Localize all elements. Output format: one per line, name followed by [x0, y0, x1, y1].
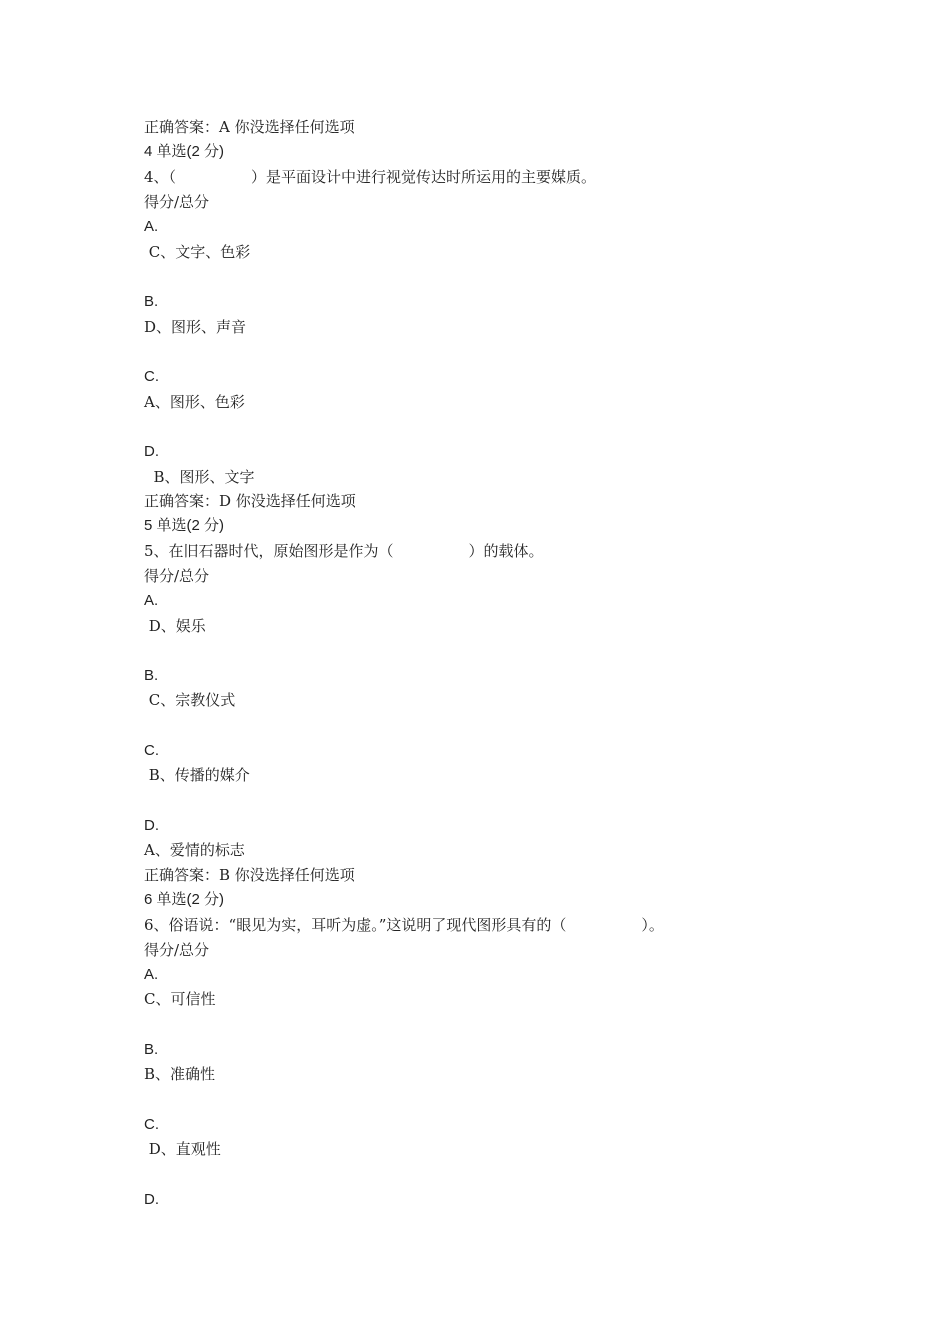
option-letter-b[interactable]: B. — [144, 1041, 159, 1058]
answer-line: 正确答案：D 你没选择任何选项 — [144, 492, 356, 510]
option-letter-b[interactable]: B. — [144, 293, 159, 310]
option-text-a[interactable]: C、文字、色彩 — [144, 243, 251, 261]
question-header: 4 单选(2 分) — [144, 143, 225, 160]
option-letter-d[interactable]: D. — [144, 443, 159, 460]
option-letter-a[interactable]: A. — [144, 218, 159, 235]
answer-line: 正确答案：A 你没选择任何选项 — [144, 118, 355, 136]
score-label: 得分/总分 — [144, 941, 210, 959]
option-text-b[interactable]: B、准确性 — [144, 1065, 216, 1083]
option-letter-c[interactable]: C. — [144, 1116, 159, 1133]
question-header: 5 单选(2 分) — [144, 517, 225, 534]
question-prompt: 4、（ ）是平面设计中进行视觉传达时所运用的主要媒质。 — [144, 168, 597, 186]
answer-line: 正确答案：B 你没选择任何选项 — [144, 866, 355, 884]
option-letter-d[interactable]: D. — [144, 817, 159, 834]
question-header: 6 单选(2 分) — [144, 891, 225, 908]
option-text-c[interactable]: B、传播的媒介 — [144, 766, 250, 784]
question-prompt: 5、在旧石器时代，原始图形是作为（ ）的载体。 — [144, 542, 544, 560]
option-text-c[interactable]: D、直观性 — [144, 1140, 221, 1158]
score-label: 得分/总分 — [144, 567, 210, 585]
option-letter-a[interactable]: A. — [144, 592, 159, 609]
option-letter-a[interactable]: A. — [144, 966, 159, 983]
option-letter-c[interactable]: C. — [144, 368, 159, 385]
option-letter-c[interactable]: C. — [144, 742, 159, 759]
option-text-d[interactable]: A、爱情的标志 — [144, 841, 245, 859]
score-label: 得分/总分 — [144, 193, 210, 211]
option-text-b[interactable]: C、宗教仪式 — [144, 691, 236, 709]
option-text-a[interactable]: C、可信性 — [144, 990, 216, 1008]
option-text-b[interactable]: D、图形、声音 — [144, 318, 247, 336]
option-text-a[interactable]: D、娱乐 — [144, 617, 206, 635]
question-prompt: 6、俗语说：“眼见为实，耳听为虚。”这说明了现代图形具有的（ ）。 — [144, 916, 664, 934]
option-letter-b[interactable]: B. — [144, 667, 159, 684]
option-text-c[interactable]: A、图形、色彩 — [144, 393, 245, 411]
option-text-d[interactable]: B、图形、文字 — [144, 468, 255, 486]
option-letter-d[interactable]: D. — [144, 1191, 159, 1208]
